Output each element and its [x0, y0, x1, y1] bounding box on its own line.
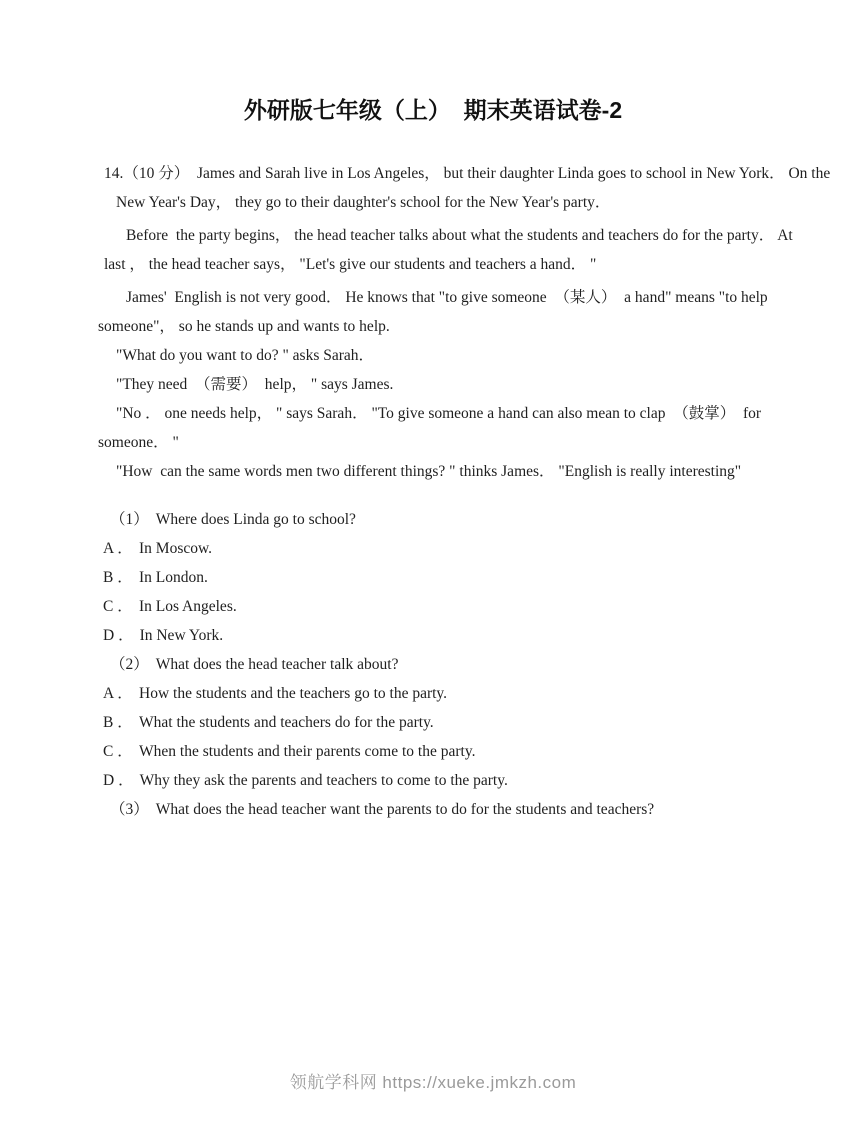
question-stem	[98, 650, 778, 679]
question-stem-text: Where does Linda go to school?	[155, 511, 356, 528]
option-label: A ．	[103, 540, 133, 557]
option-row	[98, 592, 778, 621]
option-text: Why they ask the parents and teachers to come to the party.	[139, 772, 508, 789]
passage-line: "No ． one needs help， " says Sarah． "To give someone a hand can also mean to clap （鼓掌） for	[116, 405, 762, 422]
option-row	[98, 534, 778, 563]
option-label: D ．	[103, 772, 134, 789]
footer-site-text: 领航学科网 https://xueke.jmkzh.com	[289, 1073, 577, 1092]
option-row	[98, 679, 778, 708]
question-number: （1）	[110, 511, 149, 528]
option-label: B ．	[103, 569, 133, 586]
option-label: D ．	[103, 627, 134, 644]
option-text: What the students and teachers do for the party.	[139, 714, 434, 731]
option-label: B ．	[103, 714, 133, 731]
option-row	[98, 737, 778, 766]
reading-passage	[98, 159, 831, 486]
passage-line: 14.（10 分） James and Sarah live in Los Angeles， but their daughter Linda goes to school in New York． On the	[104, 165, 831, 182]
option-label: C ．	[103, 598, 133, 615]
page-title: 外研版七年级（上） 期末英语试卷-2	[243, 97, 623, 123]
question-list	[98, 505, 778, 824]
option-text: In Los Angeles.	[139, 598, 237, 615]
option-text: In London.	[139, 569, 208, 586]
question-stem-text: What does the head teacher talk about?	[155, 656, 399, 673]
question-stem	[98, 505, 778, 534]
passage-line: New Year's Day， they go to their daughter's school for the New Year's party．	[116, 194, 611, 211]
passage-line: last ， the head teacher says， "Let's give our students and teachers a hand． "	[104, 256, 597, 273]
question-number: （2）	[110, 656, 149, 673]
option-text: In New York.	[139, 627, 224, 644]
passage-line: "They need （需要） help， " says James.	[116, 376, 394, 393]
passage-line: "What do you want to do? " asks Sarah．	[116, 347, 375, 364]
option-text: How the students and the teachers go to the party.	[139, 685, 448, 702]
option-text: In Moscow.	[139, 540, 213, 557]
question-stem-text: What does the head teacher want the parents to do for the students and teachers?	[155, 801, 655, 818]
option-label: C ．	[103, 743, 133, 760]
passage-line: Before the party begins， the head teacher talks about what the students and teachers do for the party． At	[126, 227, 793, 244]
option-row	[98, 563, 778, 592]
passage-line: someone． "	[98, 434, 179, 451]
passage-line: "How can the same words men two different things? " thinks James． "English is really interesting"	[116, 463, 742, 480]
footer-watermark	[0, 1068, 866, 1093]
passage-line: James' English is not very good． He knows that "to give someone （某人） a hand" means "to help	[126, 289, 768, 306]
option-row	[98, 621, 778, 650]
option-row	[98, 708, 778, 737]
option-text: When the students and their parents come to the party.	[139, 743, 476, 760]
option-row	[98, 766, 778, 795]
question-number: （3）	[110, 801, 149, 818]
passage-line: someone"， so he stands up and wants to help.	[98, 318, 390, 335]
question-stem	[98, 795, 778, 824]
option-label: A ．	[103, 685, 133, 702]
